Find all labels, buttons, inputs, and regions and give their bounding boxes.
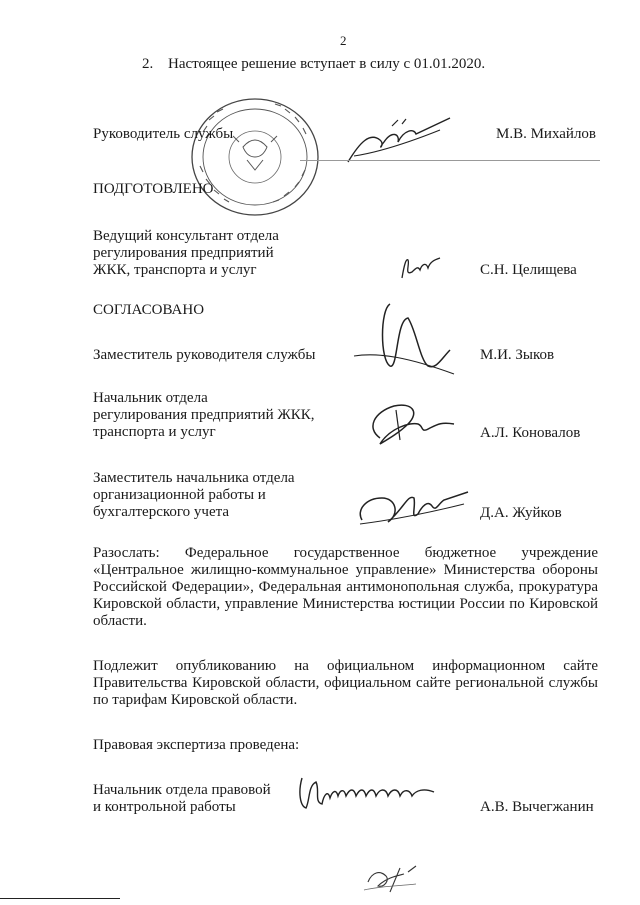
agreed-signer-2-signature — [360, 398, 460, 454]
agreed-signer-1-signature — [350, 300, 460, 380]
prepared-heading: ПОДГОТОВЛЕНО — [93, 181, 214, 197]
prepared-signature — [398, 254, 444, 282]
head-role: Руководитель службы — [93, 126, 234, 142]
role-line: Начальник отдела правовой — [93, 782, 271, 798]
agreed-signer-1-role — [93, 347, 315, 364]
clause-text: Настоящее решение вступает в силу с 01.01.2020. — [168, 56, 486, 72]
signature-line — [300, 160, 600, 161]
prepared-name: С.Н. Целищева — [480, 262, 577, 278]
legal-head-signature — [294, 772, 444, 816]
role-line: бухгалтерского учета — [93, 504, 230, 520]
publication-paragraph: Подлежит опубликованию на официальном информационном сайте Правительства Кировской области, официальном сайте региональной службы по тарифам Кировской области. — [93, 658, 598, 708]
role-line: ЖКК, транспорта и услуг — [93, 262, 257, 278]
official-seal — [185, 92, 325, 222]
legal-head-role — [93, 782, 271, 816]
role-line: и контрольной работы — [93, 799, 236, 815]
bottom-signature-mark — [360, 862, 420, 896]
distribution-paragraph: Разослать: Федеральное государственное бюджетное учреждение «Центральное жилищно-коммунальное управление» Министерства обороны Российской Федерации», Федеральная антимонопольная служба, прокуратура Кировской области, управление Министерства юстиции России по Кировской области. — [93, 545, 598, 629]
role-line: Заместитель начальника отдела — [93, 470, 295, 486]
clause-number: 2. — [142, 56, 154, 72]
agreed-signer-3-signature — [352, 484, 472, 534]
role-line: транспорта и услуг — [93, 424, 216, 440]
role-line: регулирования предприятий ЖКК, — [93, 407, 315, 423]
footnote-rule — [0, 898, 120, 899]
agreed-signer-3-role — [93, 470, 295, 521]
agreed-signer-2-name: А.Л. Коновалов — [480, 425, 581, 441]
head-signature — [340, 112, 460, 170]
role-line: организационной работы и — [93, 487, 266, 503]
head-name: М.В. Михайлов — [496, 126, 597, 142]
agreed-signer-3-name: Д.А. Жуйков — [480, 505, 562, 521]
role-line: Начальник отдела — [93, 390, 208, 406]
role-line: регулирования предприятий — [93, 245, 274, 261]
role-line: Заместитель руководителя службы — [93, 347, 316, 363]
legal-check: Правовая экспертиза проведена: — [93, 737, 300, 753]
legal-head-name: А.В. Вычегжанин — [480, 799, 594, 815]
agreed-heading: СОГЛАСОВАНО — [93, 302, 205, 318]
role-line: Ведущий консультант отдела — [93, 228, 279, 244]
agreed-signer-2-role — [93, 390, 315, 441]
page-number: 2 — [340, 33, 347, 48]
prepared-role — [93, 228, 279, 279]
agreed-signer-1-name: М.И. Зыков — [480, 347, 555, 363]
